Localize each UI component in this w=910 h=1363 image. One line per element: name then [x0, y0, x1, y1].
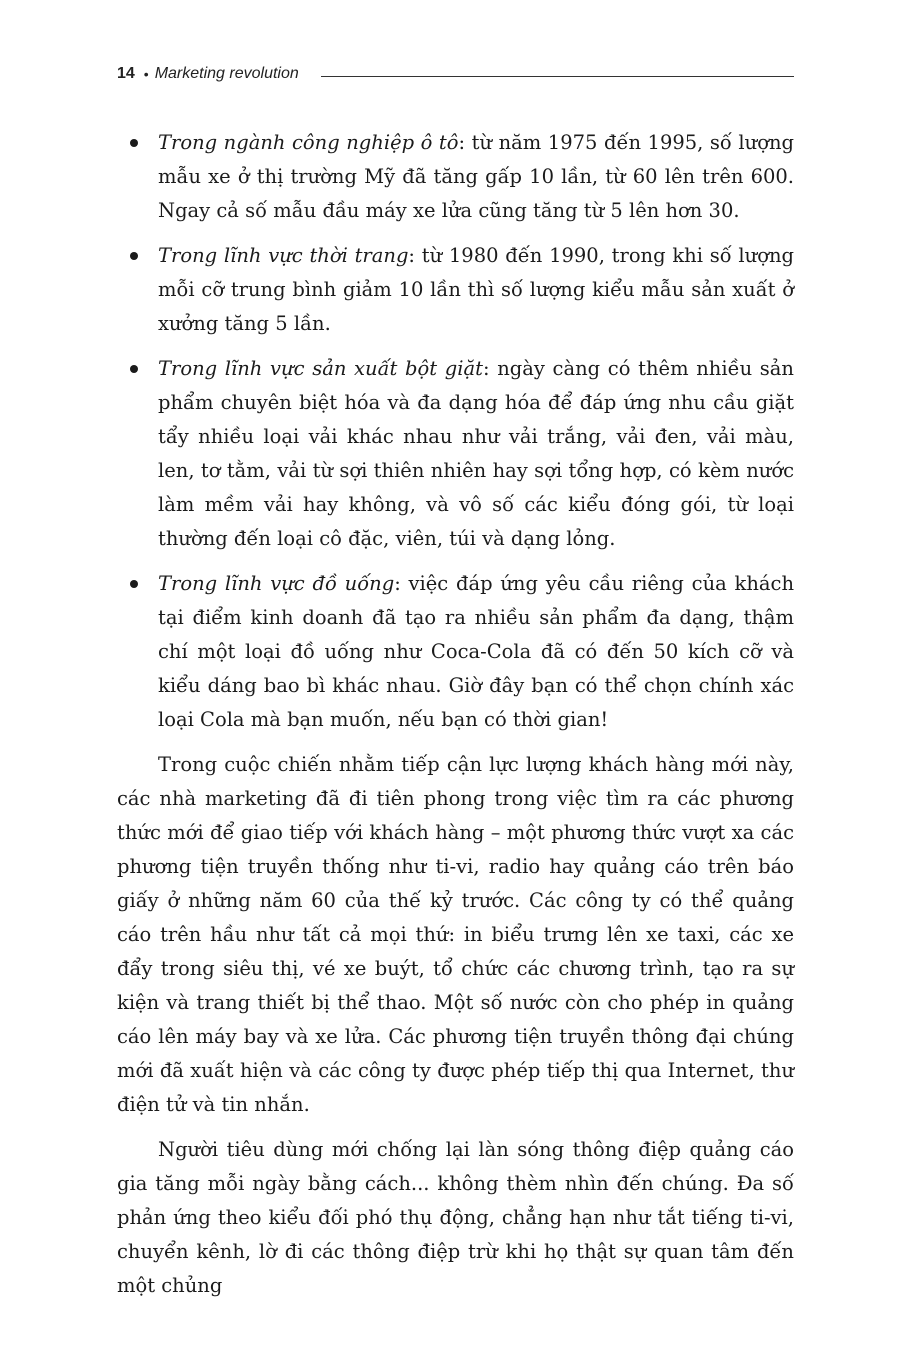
bullet-item-detergent — [117, 352, 794, 556]
book-title: Marketing revolution — [154, 65, 299, 82]
bullet-text: : từ 1980 đến 1990, trong khi số lượng mỗi cỡ trung bình giảm 10 lần thì số lượng kiểu mẫu sản xuất ở xưởng tăng 5 lần. — [158, 244, 794, 335]
bullet-lead: Trong lĩnh vực đồ uống — [158, 572, 395, 595]
bullet-item-automotive — [117, 126, 794, 228]
bullet-dot-icon — [130, 365, 138, 373]
bullet-item-fashion — [117, 239, 794, 341]
header-bullet: • — [143, 66, 149, 82]
page-number: 14 — [117, 65, 135, 82]
running-header — [117, 62, 794, 86]
paragraph-new-consumer: Người tiêu dùng mới chống lại làn sóng thông điệp quảng cáo gia tăng mỗi ngày bằng cách... không thèm nhìn đến chúng. Đa số phản ứng theo kiểu đối phó thụ động, chẳng hạn như tắt tiếng ti-vi, chuyển kênh, lờ đi các thông điệp trừ khi họ thật sự quan tâm đến một chủng — [117, 1138, 794, 1297]
bullet-text: : ngày càng có thêm nhiều sản phẩm chuyên biệt hóa và đa dạng hóa để đáp ứng nhu cầu giặt tẩy nhiều loại vải khác nhau như vải trắng, vải đen, vải màu, len, tơ tằm, vải từ sợi thiên nhiên hay sợi tổng hợp, có kèm nước làm mềm vải hay không, và vô số các kiểu đóng gói, từ loại thường đến loại cô đặc, viên, túi và dạng lỏng. — [158, 357, 794, 550]
bullet-dot-icon — [130, 252, 138, 260]
header-rule — [321, 76, 794, 77]
bullet-lead: Trong lĩnh vực sản xuất bột giặt — [158, 357, 483, 380]
bullet-text: : việc đáp ứng yêu cầu riêng của khách tại điểm kinh doanh đã tạo ra nhiều sản phẩm đa dạng, thậm chí một loại đồ uống như Coca-Cola đã có đến 50 kích cỡ và kiểu dáng bao bì khác nhau. Giờ đây bạn có thể chọn chính xác loại Cola mà bạn muốn, nếu bạn có thời gian! — [158, 572, 795, 731]
body-text — [117, 126, 794, 1314]
bullet-dot-icon — [130, 139, 138, 147]
bullet-list — [117, 126, 794, 737]
bullet-lead: Trong lĩnh vực thời trang — [158, 244, 409, 267]
bullet-dot-icon — [130, 580, 138, 588]
paragraph-marketing-channels: Trong cuộc chiến nhằm tiếp cận lực lượng khách hàng mới này, các nhà marketing đã đi tiên phong trong việc tìm ra các phương thức mới để giao tiếp với khách hàng – một phương thức vượt xa các phương tiện truyền thống như ti-vi, radio hay quảng cáo trên báo giấy ở những năm 60 của thế kỷ trước. Các công ty có thể quảng cáo trên hầu như tất cả mọi thứ: in biểu trưng lên xe taxi, các xe đẩy trong siêu thị, vé xe buýt, tổ chức các chương trình, tạo ra sự kiện và trang thiết bị thể thao. Một số nước còn cho phép in quảng cáo lên máy bay và xe lửa. Các phương tiện truyền thông đại chúng mới đã xuất hiện và các công ty được phép tiếp thị qua Internet, thư điện tử và tin nhắn. — [117, 753, 794, 1116]
bullet-lead: Trong ngành công nghiệp ô tô — [158, 131, 459, 154]
bullet-text: : từ năm 1975 đến 1995, số lượng mẫu xe ở thị trường Mỹ đã tăng gấp 10 lần, từ 60 lên trên 600. Ngay cả số mẫu đầu máy xe lửa cũng tăng từ 5 lên hơn 30. — [158, 131, 794, 222]
bullet-item-beverages — [117, 567, 794, 737]
